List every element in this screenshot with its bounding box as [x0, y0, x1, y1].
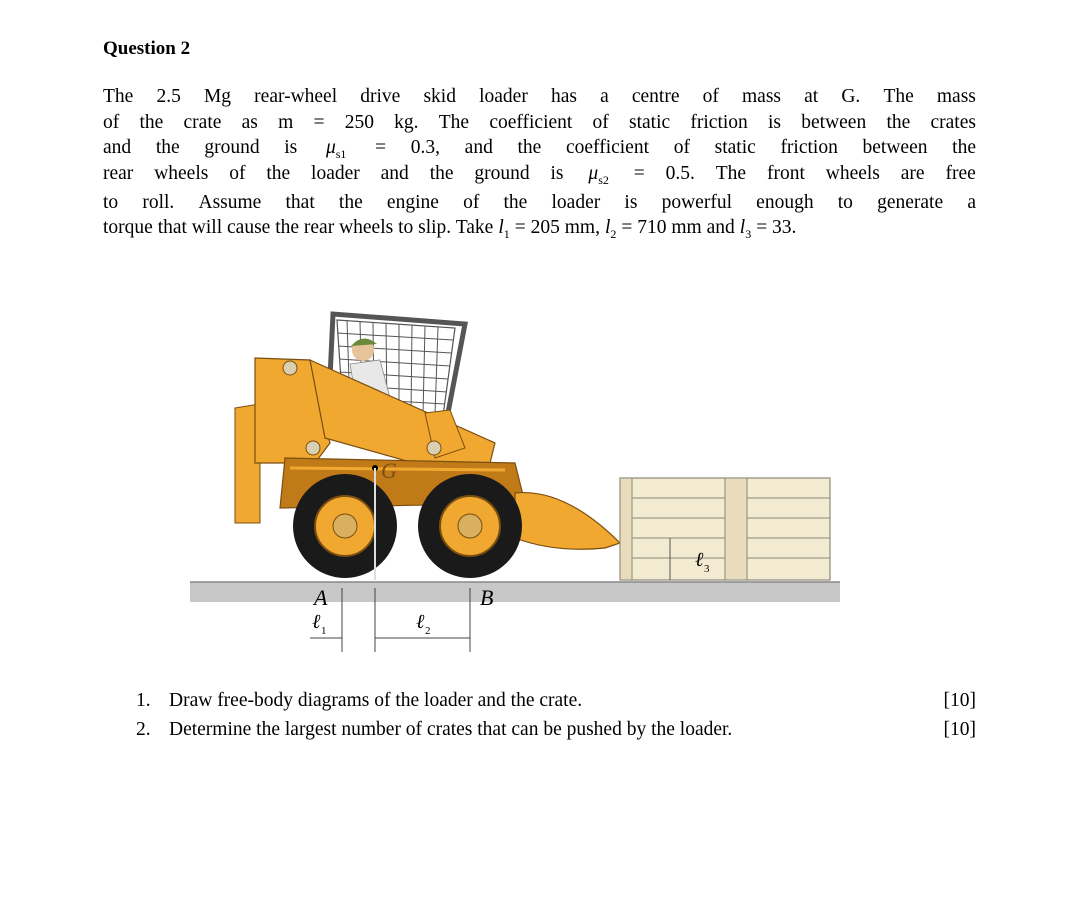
word: of [103, 111, 120, 133]
problem-statement [103, 84, 976, 241]
word: between [862, 137, 928, 158]
question-number: 1. [136, 689, 151, 711]
word: wheels [825, 162, 880, 184]
word: centre [631, 86, 680, 107]
front-wheel [418, 474, 522, 578]
word: = [313, 111, 325, 133]
word: is [550, 162, 564, 184]
word: a [967, 191, 976, 213]
l2-symbol: $l_2$ [604, 217, 617, 241]
word: a [600, 86, 609, 107]
word: friction [690, 111, 748, 133]
l3-symbol: $l_3$ [739, 217, 752, 241]
word: Assume [198, 191, 262, 213]
word: = [375, 137, 387, 158]
word: 2.5 [156, 86, 181, 107]
label-b: B [480, 585, 494, 610]
word: skid [423, 86, 456, 107]
word: the [503, 191, 528, 213]
word: powerful [661, 191, 732, 213]
word: static [714, 137, 756, 158]
statement-line-6 [103, 215, 976, 241]
word: of [592, 111, 609, 133]
crate [620, 478, 830, 580]
word: 250 [344, 111, 374, 133]
word: 0.5. [665, 162, 695, 184]
word: loader [311, 162, 360, 184]
word: G. [841, 86, 861, 107]
word: of [702, 86, 719, 107]
word: The [438, 111, 470, 133]
word: static [629, 111, 671, 133]
loader-diagram [185, 298, 845, 658]
word: between [801, 111, 867, 133]
word: The [883, 86, 914, 107]
word: as [241, 111, 258, 133]
word: and [380, 162, 409, 184]
l2-value: = 710 mm and [621, 217, 735, 238]
word: enough [756, 191, 814, 213]
statement-line-3 [103, 135, 976, 161]
word: the [886, 111, 911, 133]
word: loader [479, 86, 528, 107]
label-l3: ℓ [695, 549, 704, 571]
word: friction [780, 137, 838, 158]
question-text: Determine the largest number of crates that can be pushed by the loader. [169, 718, 733, 740]
word: ground [204, 137, 260, 158]
word: the [338, 191, 363, 213]
label-l3-sub: 3 [704, 563, 710, 575]
word: The [715, 162, 747, 184]
word: of [673, 137, 690, 158]
word: coefficient [489, 111, 573, 133]
word: rear [103, 162, 134, 184]
word: crates [930, 111, 976, 133]
label-g: G [381, 458, 397, 483]
word: the [266, 162, 291, 184]
mu-s2-symbol: $\mu_{s2}$ [588, 162, 609, 187]
word: the [139, 111, 164, 133]
word: the [429, 162, 454, 184]
word: mass [742, 86, 782, 107]
l1-value: = 205 mm, [514, 217, 600, 238]
word: mass [936, 86, 976, 107]
word: roll. [142, 191, 175, 213]
label-l1: ℓ [312, 611, 321, 633]
word: drive [360, 86, 401, 107]
word: ground [474, 162, 530, 184]
word: are [900, 162, 925, 184]
ground [190, 582, 840, 602]
word: engine [386, 191, 439, 213]
rear-wheel [293, 474, 397, 578]
statement-line-6-text: torque that will cause the rear wheels to slip. Take [103, 217, 494, 238]
word: at [804, 86, 819, 107]
word: front [766, 162, 805, 184]
question-number: 2. [136, 718, 151, 740]
question-marks: [10] [943, 689, 976, 711]
label-l1-sub: 1 [321, 625, 327, 637]
word: that [285, 191, 315, 213]
question-marks: [10] [943, 718, 976, 740]
l3-value: = 33. [756, 217, 797, 238]
statement-line-1 [103, 84, 976, 110]
mu-s1-symbol: $\mu_{s1}$ [325, 137, 347, 161]
word: free [945, 162, 976, 184]
word: of [463, 191, 480, 213]
label-l2-sub: 2 [425, 625, 431, 637]
word: and [103, 137, 132, 158]
word: has [550, 86, 577, 107]
word: to [837, 191, 853, 213]
word: loader [551, 191, 601, 213]
word: rear-wheel [254, 86, 338, 107]
word: is [624, 191, 638, 213]
word: is [284, 137, 298, 158]
word: of [229, 162, 246, 184]
word: coefficient [566, 137, 650, 158]
word: kg. [394, 111, 419, 133]
l1-symbol: $l_1$ [498, 217, 510, 241]
question-text: Draw free-body diagrams of the loader and the crate. [169, 689, 583, 711]
word: crate [183, 111, 222, 133]
skid-loader-figure [185, 298, 845, 658]
word: The [103, 86, 134, 107]
word: to [103, 191, 119, 213]
word: 0.3, [410, 137, 440, 158]
word: = [633, 162, 645, 184]
label-a: A [314, 585, 328, 610]
question-item-2 [136, 715, 976, 744]
question-heading: Question 2 [103, 38, 191, 59]
word: m [278, 111, 294, 133]
word: the [952, 137, 976, 158]
word: Mg [203, 86, 232, 107]
word: and [464, 137, 493, 158]
bucket [515, 493, 620, 550]
statement-line-4 [103, 161, 976, 190]
question-list [136, 686, 976, 744]
word: the [517, 137, 542, 158]
word: wheels [154, 162, 209, 184]
statement-line-2 [103, 110, 976, 136]
word: the [155, 137, 180, 158]
word: is [768, 111, 782, 133]
question-item-1 [136, 686, 976, 715]
statement-line-5 [103, 190, 976, 216]
label-l2: ℓ [416, 611, 425, 633]
word: generate [877, 191, 944, 213]
